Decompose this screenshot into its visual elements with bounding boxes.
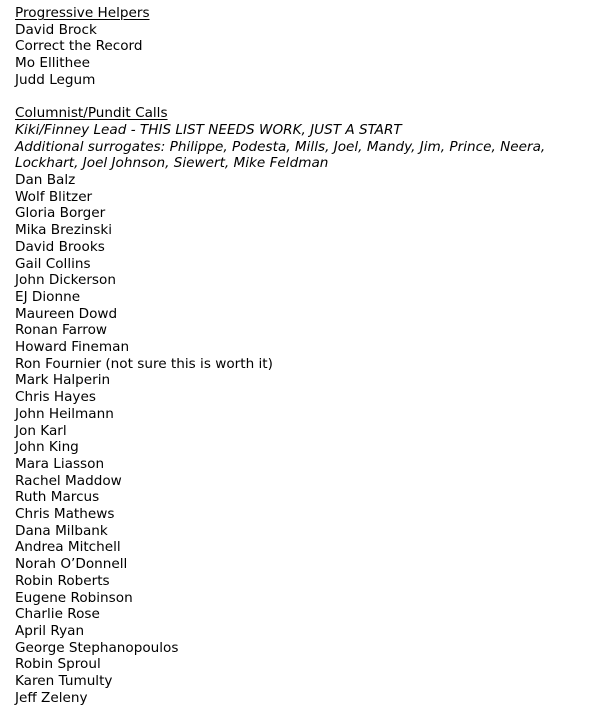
list-item: George Stephanopoulos [15, 639, 179, 656]
list-item: Howard Fineman [15, 339, 130, 356]
lead-note: Kiki/Finney Lead - THIS LIST NEEDS WORK, JUST A START [15, 121, 402, 138]
surrogates-note: Additional surrogates: Philippe, Podesta, Mills, Joel, Mandy, Jim, Prince, Neera, Lockhart, Joel Johnson, Siewert, Mike Feldman [15, 138, 546, 172]
list-item: Gail Collins [15, 255, 91, 272]
list-item: Rachel Maddow [15, 472, 122, 489]
list-item: Robin Roberts [15, 572, 110, 589]
list-item: John Heilmann [15, 405, 114, 422]
list-item: Correct the Record [15, 38, 143, 55]
list-item: Andrea Mitchell [15, 539, 121, 556]
document-body [15, 5, 595, 707]
list-item: Mara Liasson [15, 455, 105, 472]
progressive-helpers-list [15, 22, 595, 89]
list-item: Mark Halperin [15, 372, 111, 389]
list-item: David Brock [15, 21, 97, 38]
list-item: Wolf Blitzer [15, 188, 93, 205]
list-item: Eugene Robinson [15, 589, 133, 606]
list-item: Mika Brezinski [15, 222, 113, 239]
list-item: Ruth Marcus [15, 489, 100, 506]
list-item: Maureen Dowd [15, 305, 118, 322]
list-item: Dan Balz [15, 172, 76, 189]
list-item: Robin Sproul [15, 656, 101, 673]
progressive-helpers-heading: Progressive Helpers [15, 5, 150, 21]
list-item: EJ Dionne [15, 288, 81, 305]
list-item: Jon Karl [15, 422, 67, 439]
list-item: Charlie Rose [15, 606, 100, 623]
list-item: April Ryan [15, 623, 85, 639]
list-item: David Brooks [15, 238, 105, 255]
list-item: Ron Fournier (not sure this is worth it) [15, 355, 273, 372]
list-item: John Dickerson [15, 272, 116, 289]
list-item: Jeff Zeleny [15, 689, 88, 706]
list-item: Chris Mathews [15, 506, 115, 523]
list-item: Judd Legum [15, 71, 96, 88]
list-item: Mo Ellithee [15, 55, 90, 72]
list-item: Ronan Farrow [15, 322, 108, 339]
list-item: Karen Tumulty [15, 673, 113, 690]
pundit-list [15, 172, 595, 707]
pundit-calls-heading: Columnist/Pundit Calls [15, 105, 168, 122]
section-spacer [15, 89, 595, 106]
list-item: Norah O’Donnell [15, 556, 128, 573]
list-item: Gloria Borger [15, 205, 106, 222]
list-item: Chris Hayes [15, 389, 96, 406]
list-item: John King [15, 439, 79, 456]
list-item: Dana Milbank [15, 522, 108, 539]
